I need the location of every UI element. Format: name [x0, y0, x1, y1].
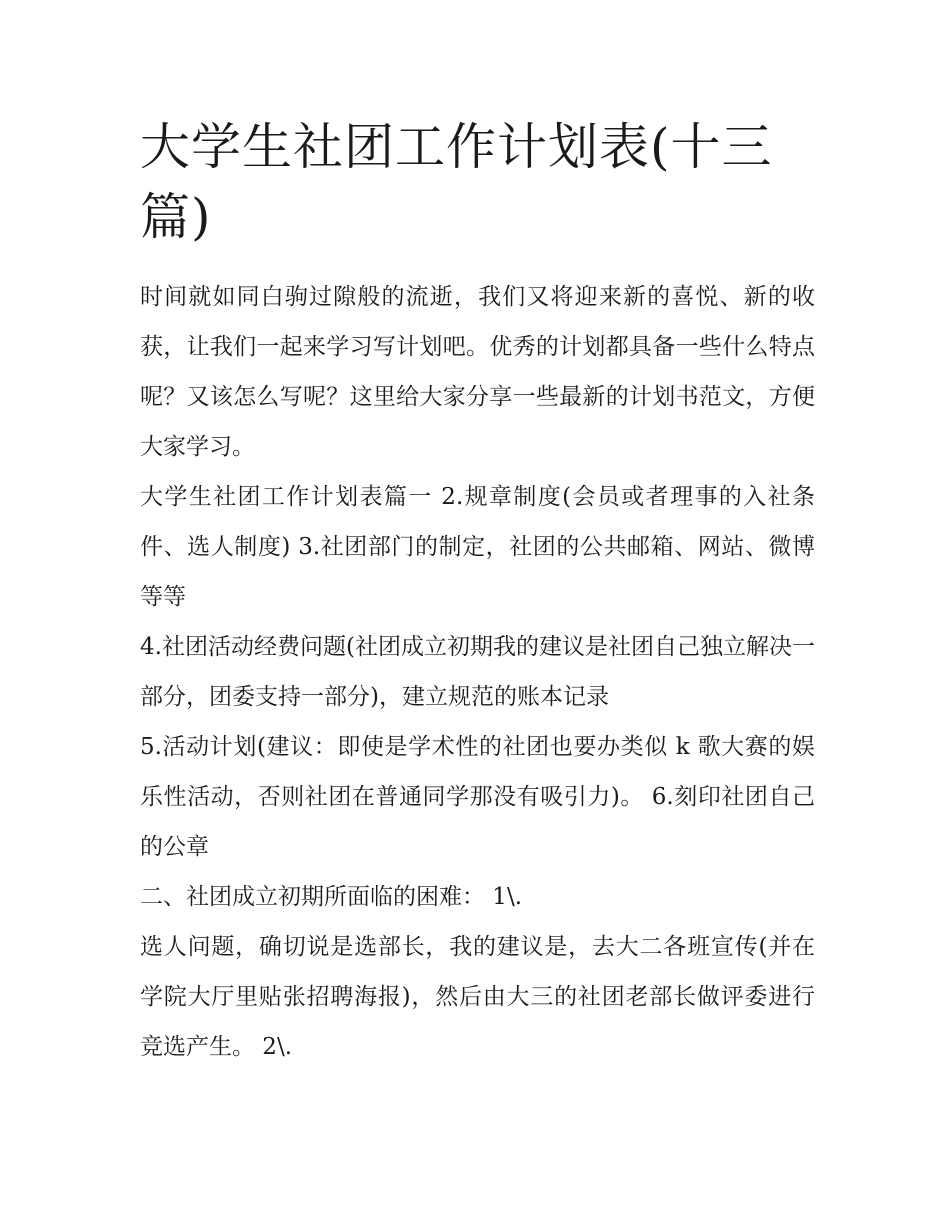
intro-paragraph: 时间就如同白驹过隙般的流逝，我们又将迎来新的喜悦、新的收获，让我们一起来学习写计划吧。优秀的计划都具备一些什么特点呢？又该怎么写呢？这里给大家分享一些最新的计划书范文，方便大家学习。: [140, 284, 815, 460]
selection-paragraph: 选人问题，确切说是选部长，我的建议是，去大二各班宣传(并在学院大厅里贴张招聘海报)，然后由大三的社团老部长做评委进行竞选产生。 2\.: [140, 934, 815, 1060]
document-title: 大学生社团工作计划表(十三篇): [140, 118, 773, 246]
section-one-paragraph: 大学生社团工作计划表篇一 2.规章制度(会员或者理事的入社条件、选人制度) 3.社团部门的制定，社团的公共邮箱、网站、微博等等: [140, 484, 815, 610]
funding-paragraph: 4.社团活动经费问题(社团成立初期我的建议是社团自己独立解决一部分，团委支持一部分)，建立规范的账本记录: [140, 634, 815, 710]
document-content: [140, 112, 815, 1072]
difficulties-heading-paragraph: 二、社团成立初期所面临的困难： 1\.: [140, 884, 523, 910]
activity-plan-paragraph: 5.活动计划(建议：即使是学术性的社团也要办类似 k 歌大赛的娱乐性活动，否则社团在普通同学那没有吸引力)。 6.刻印社团自己的公章: [140, 734, 815, 860]
